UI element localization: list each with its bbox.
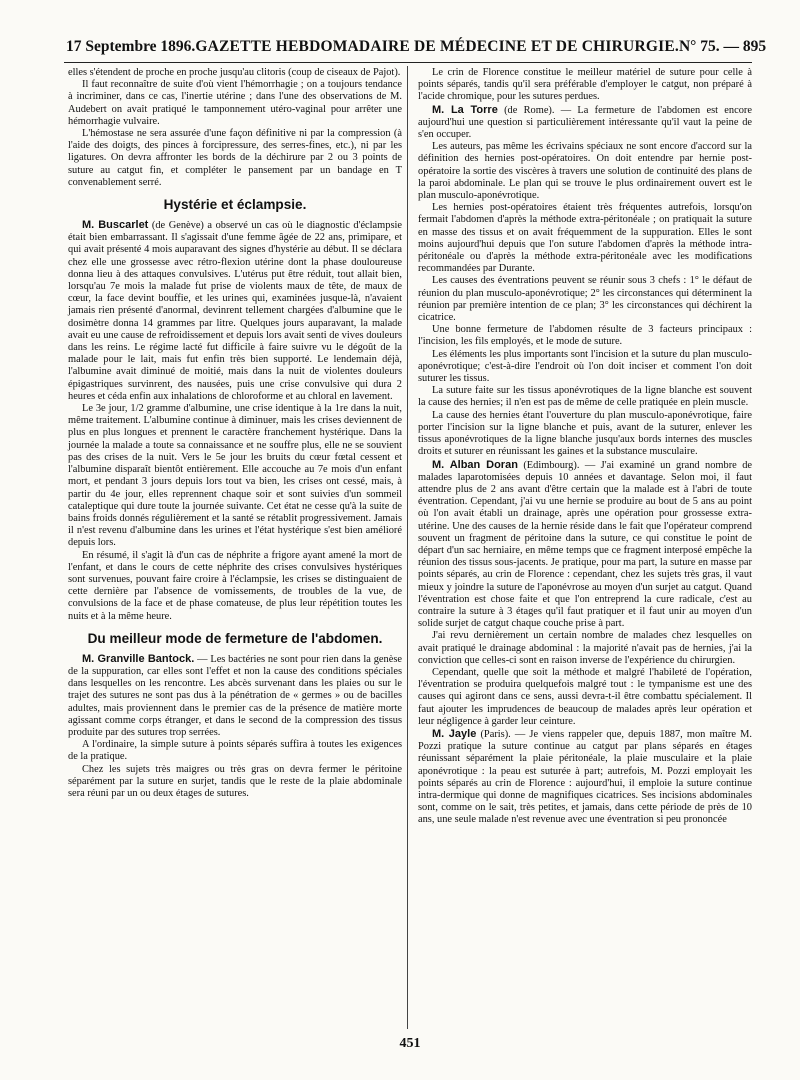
paragraph: A l'ordinaire, la simple suture à points séparés suffira à toutes les exigences de la pratique. <box>68 739 402 763</box>
paragraph-text: (Edimbourg). — J'ai examiné un grand nombre de malades laparotomisées depuis 10 années et davantage. Selon moi, il faut attendre plus de 2 ans avant d'être certain que la malade est à l'abri de toute éventration. Cependant, j'ai vu une hernie se produire au bout de 5 ans au point où l'on avait établi un drainage, après une opération pour grossesse extra-utérine. Une des causes de la hernie réside dans le fait que l'opérateur comprend souvent un fragment de péritoine dans la suture, ce qui constitue le point de départ d'un sac herniaire, en même temps que ce fragment interposé empêche la réunion des tissus sous-jacents. Je pratique, pour ma part, la suture en masse par points séparés, au crin de Florence : cependant, chez les sujets très gras, il vaut mieux y joindre la suture de l'aponévrose au moyen d'un surjet au catgut. Quand l'éventration est chose faite et que l'on entreprend la cure radicale, c'est au contraire la suture à 3 étages qu'il faut pratiquer et il faut unir au moyen d'un solide surjet de catgut chaque couche prise à part. <box>418 459 752 630</box>
paragraph: elles s'étendent de proche en proche jusqu'au clitoris (coup de ciseaux de Pajot). <box>68 67 401 78</box>
paragraph: Le 3e jour, 1/2 gramme d'albumine, une crise identique à la 1re dans la nuit, même traitement. L'albumine continue à diminuer, mais les crises deviennent de plus en plus longues et prennent le caractère franchement hystérique. Dans la journée la malade a toute sa connaissance et ne souffre plus, elle ne se souvient pas des crises de la nuit. Vers le 5e jour les bruits du cœur fœtal cessent et l'albumine disparaît bientôt entièrement. Elle accouche au 7e mois d'un enfant mort, et pendant 3 jours depuis lors tout va bien, les crises ont cessé, mais, à partir du 4e jour, elles reprennent chaque soir et sont suivies d'un sommeil cataleptique qui dure toute la journée suivante. Cet état ne cesse qu'à la suite de bains froids donnés régulièrement et la santé se rétablit progressivement. Jamais il n'est revenu d'albumine dans les urines et l'état hystérique s'est bien amélioré depuis lors. <box>68 403 402 549</box>
paragraph-text: (de Genève) a observé un cas où le diagnostic d'éclampsie était bien embarrassant. Il s'agissait d'une femme âgée de 22 ans, primipare, et qui avait présenté 4 mois auparavant des signes d'hystérie au début. Il se déclara chez elle une grossesse avec rétro-flexion utérine dont la phase douloureuse donna lieu à des attaques convulsives. L'utérus put être réduit, tout allait bien, lorsqu'au 7e mois la malade fut prise de violents maux de tête, de maux de cœur, la face devint bouffie, et les urines qui, examinées jusque-là, n'avaient jamais rien présenté d'anormal, devinrent tellement chargées d'albumine que le dosimètre donna 14 grammes par litre. Quelques jours auparavant, la malade avait eu une cause de refroidissement et depuis lors avait senti de vives douleurs dans les reins. Le régime lacté fut difficile à faire suivre vu le dégoût de la malade pour le lait, mais fut enfin très bien supporté. Le lendemain déjà, l'albumine avait diminué de moitié, mais dans la nuit de violentes douleurs épigastriques survinrent, des nausées, puis une crise convulsive qui dura 2 heures et céda enfin aux inhalations de chloroforme et au chloral en lavement. <box>68 220 402 402</box>
paragraph: Les hernies post-opératoires étaient très fréquentes autrefois, lorsqu'on fermait l'abdomen d'après la méthode extra-péritonéale ; on pratiquait la suture en masse des tissus et on avait fréquemment de la suppuration. Elles le sont moins aujourd'hui depuis que l'on suture l'abdomen d'après la méthode intra-péritonéale ou d'après la méthode extra-péritonéale avec les modifications recommandées par Durante. <box>418 202 752 275</box>
paragraph: Chez les sujets très maigres ou très gras on devra fermer le péritoine séparément par la suture en surjet, tandis que le reste de la plaie abdominale sera réuni par un ou deux étages de sutures. <box>68 763 402 799</box>
paragraph: Les causes des éventrations peuvent se réunir sous 3 chefs : 1° le défaut de réunion du plan musculo-aponévrotique; 2° les circonstances qui déterminent la réunion par première intention de ce plan; 3° les circonstances qui déchirent la cicatrice. <box>418 275 752 324</box>
paragraph <box>418 104 752 142</box>
author-name: M. La Torre <box>432 103 498 116</box>
paragraph <box>68 653 402 739</box>
left-column <box>68 67 402 800</box>
author-name: M. Alban Doran <box>432 458 518 471</box>
paragraph: Cependant, quelle que soit la méthode et malgré l'habileté de l'opération, l'éventration se produira quelquefois malgré tout : le tympanisme est une des causes qui agiront dans ce sens, aussi devra-t-il être combattu spécialement. Il faut ajouter les imprudences de beaucoup de malades après leur opération et leur négligence à garder leur ceinture. <box>418 666 752 727</box>
running-header <box>66 38 767 60</box>
column-divider <box>407 66 408 1029</box>
header-journal-title: GAZETTE HEBDOMADAIRE DE MÉDECINE ET DE CHIRURGIE. <box>195 38 679 55</box>
paragraph-text: — Les bactéries ne sont pour rien dans la genèse de la suppuration, car elles sont l'effet et non la cause des conditions spéciales dans lesquelles on les rencontre. Les abcès survenant dans les plaies ou sur le trajet des sutures ne sont pas dus à la pénétration de « germes » ou de bacilles adultes, mais proviennent dans le premier cas de la présence de matière morte agissant comme corps étranger, et dans le second de la compression des tissus produite par des sutures trop serrées. <box>68 653 402 738</box>
page-number: 451 <box>399 1036 421 1051</box>
paragraph: Il faut reconnaître de suite d'où vient l'hémorrhagie ; on a toujours tendance à incriminer, dans ce cas, l'inertie utérine ; dans l'une des observations de M. Audebert on avait pratiqué le tamponnement utéro-vaginal pour arrêter une hémorrhagie vulvaire. <box>68 79 402 127</box>
paragraph: Le crin de Florence constitue le meilleur matériel de suture pour celle à points séparés, tandis qu'il sera préférable d'employer le catgut, non préparé à l'acide chromique, pour les sutures perdues. <box>418 67 752 103</box>
paragraph <box>68 219 402 403</box>
paragraph: Une bonne fermeture de l'abdomen résulte de 3 facteurs principaux : l'incision, les fils employés, et le mode de suture. <box>418 324 752 348</box>
section-heading: Hystérie et éclampsie. <box>163 197 307 213</box>
paragraph-text: (de Rome). — La fermeture de l'abdomen est encore aujourd'hui une question si particulièrement intéressante qu'il vaut la peine de s'en occuper. <box>418 104 752 141</box>
header-date: 17 Septembre 1896. <box>66 38 196 55</box>
paragraph: L'hémostase ne sera assurée d'une façon définitive ni par la compression (à l'aide des doigts, des pinces à forcipressure, des serres-fines, etc.), ni par les ligatures. On devra affronter les bords de la déchirure par 2 ou 3 points de suture au catgut fin, et compléter le pansement par un bandage en T convenablement serré. <box>68 128 402 188</box>
paragraph <box>418 459 752 631</box>
paragraph: Les auteurs, pas même les écrivains spéciaux ne sont encore d'accord sur la définition des hernies post-opératoires. On doit entendre par hernie post-opératoire la sortie des viscères à travers une solution de continuité des plans de la paroi abdominale. Le plan qui se trouve le plus ordinairement ouvert est le plan musculo-aponévrotique. <box>418 141 752 202</box>
author-name: M. Granville Bantock. <box>82 652 195 665</box>
paragraph: En résumé, il s'agit là d'un cas de néphrite a frigore ayant amené la mort de l'enfant, et dans le cours de cette néphrite des crises convulsives hystériques sont survenues, pouvant faire croire à l'éclampsie, les crises se distinguaient de cette dernière par l'absence de vomissements, de troubles de la vue, de convulsions de la face et de phase comateuse, de plus leur répétition toutes les nuits et à la même heure. <box>68 549 402 622</box>
paragraph: J'ai revu dernièrement un certain nombre de malades chez lesquelles on avait pratiqué le drainage abdominal : la majorité n'avait pas de hernies, j'ai la conviction que celles-ci sont en raison inverse de l'expérience du chirurgien. <box>418 630 752 666</box>
paragraph: Les éléments les plus importants sont l'incision et la suture du plan musculo-aponévrotique; c'est-à-dire l'endroit où l'on doit inciser et comment l'on doit suturer les tissus. <box>418 348 752 385</box>
section-heading: Du meilleur mode de fermeture de l'abdomen. <box>87 630 383 646</box>
header-issue-page: N° 75. — 895 <box>678 38 767 55</box>
header-rule <box>64 62 752 63</box>
paragraph: La suture faite sur les tissus aponévrotiques de la ligne blanche est souvent la cause des hernies; il n'en est pas de même de celle pratiquée en plein muscle. <box>418 385 752 409</box>
paragraph-text: (Paris). — Je viens rappeler que, depuis 1887, mon maître M. Pozzi pratique la suture continue au catgut par plans séparés en étages réunissant séparément la plaie péritonéale, la plaie musculaire et la plaie aponévrotique : la peau est suturée à part; autrefois, M. Pozzi employait les points séparés au crin de Florence : aujourd'hui, il emploie la suture continue intra-dermique qui donne de magnifiques cicatrices. Ses incisions abdominales sont, comme on le sait, très petites, et jamais, dans cette période de près de 10 ans, une seule malade n'est revenue avec une éventration si peu prononcée <box>418 728 753 826</box>
author-name: M. Buscarlet <box>82 219 149 232</box>
right-column <box>418 67 752 827</box>
paragraph: La cause des hernies étant l'ouverture du plan musculo-aponévrotique, faire porter l'incision sur la ligne blanche et puis, avant de la suturer, enlever les tissus aponévrotiques de la ligne blanche jusqu'aux bords internes des muscles droits et suturer en réunissant les gaines et la substance musculaire. <box>418 409 752 458</box>
author-name: M. Jayle <box>432 727 477 740</box>
paragraph <box>418 728 752 827</box>
